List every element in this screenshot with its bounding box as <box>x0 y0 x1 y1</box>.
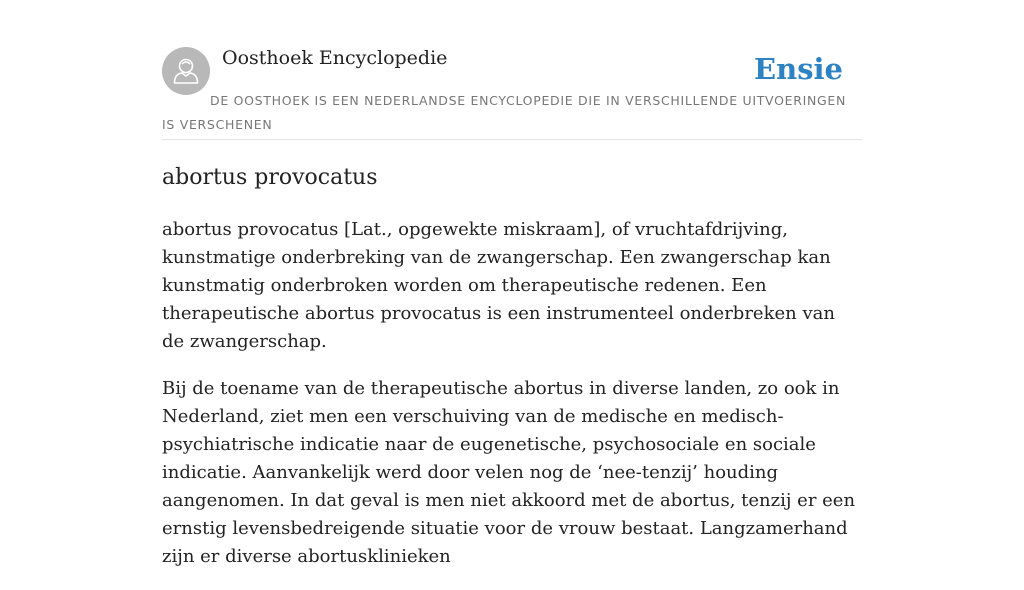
site-title[interactable]: Oosthoek Encyclopedie <box>222 47 448 69</box>
ensie-logo-link[interactable]: Ensie <box>754 52 843 86</box>
article-paragraph: abortus provocatus [Lat., opgewekte miskraam], of vruchtafdrijving, kunstmatige onderbreking van de zwangerschap. Een zwangerschap kan kunstmatig onderbroken worden om therapeutische redenen. Een therapeutische abortus provocatus is een instrumenteel onderbreken van de zwangerschap. <box>162 219 835 352</box>
person-outline-icon <box>162 47 210 95</box>
site-tagline: DE OOSTHOEK IS EEN NEDERLANDSE ENCYCLOPEDIE DIE IN VERSCHILLENDE UITVOERINGEN IS VERSCHENEN <box>162 93 847 132</box>
user-avatar-icon[interactable] <box>162 47 210 95</box>
site-header <box>162 0 862 140</box>
article-paragraph: Bij de toename van de therapeutische abortus in diverse landen, zo ook in Nederland, ziet men een verschuiving van de medische en medisch-psychiatrische indicatie naar de eugenetische, psychosociale en sociale indicatie. Aanvankelijk werd door velen nog de ‘nee-tenzij’ houding aangenomen. In dat geval is men niet akkoord met de abortus, tenzij er een ernstig levensbedreigende situatie voor de vrouw bestaat. Langzamerhand zijn er diverse abortusklinieken <box>162 378 856 567</box>
article-body <box>162 216 862 590</box>
article-title: abortus provocatus <box>162 165 378 190</box>
content-container <box>162 0 862 567</box>
